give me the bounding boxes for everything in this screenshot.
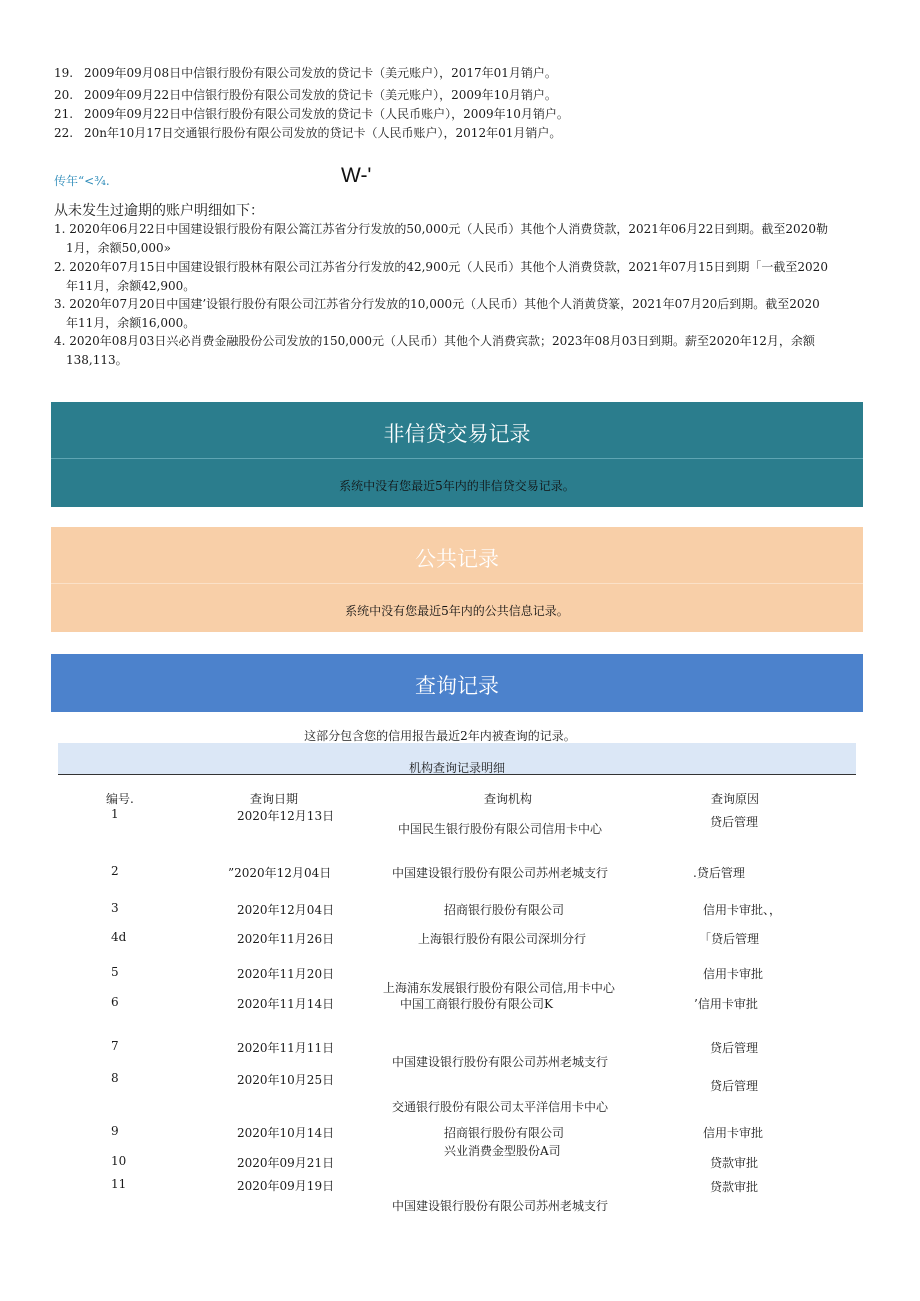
card-line-number: 22. bbox=[54, 126, 74, 140]
inquiry-subheader: 机构查询记录明细 bbox=[408, 761, 505, 775]
noncredit-section bbox=[51, 402, 863, 507]
row-number: 8 bbox=[111, 1071, 119, 1085]
row-number: 7 bbox=[111, 1039, 119, 1053]
row-institution: 上海浦东发展银行股份有限公司信,用卡中心 bbox=[383, 981, 615, 995]
overdue-item-line: 年11月，余额42,900。 bbox=[66, 279, 196, 293]
public-section bbox=[51, 527, 863, 632]
row-date: 2020年12月04日 bbox=[237, 903, 335, 917]
overdue-item-1 bbox=[54, 220, 854, 258]
overdue-item-line: 3. 2020年07月20日中国建’设银行股份有限公司江苏省分行发放的10,000元（人民币）其他个人消黄贷篆，2021年07月20后到期。截至2020 bbox=[54, 297, 820, 311]
row-reason: 贷后管理 bbox=[710, 815, 759, 829]
row-reason: ’信用卡审批 bbox=[694, 997, 758, 1011]
overdue-item-3 bbox=[54, 295, 854, 333]
row-number: 5 bbox=[111, 965, 119, 979]
overdue-item-line: 年11月，余额16,000。 bbox=[66, 316, 196, 330]
row-number: 1 bbox=[111, 807, 119, 821]
row-date: 2020年09月19日 bbox=[237, 1179, 335, 1193]
card-line-19 bbox=[54, 64, 557, 81]
row-reason: 贷款审批 bbox=[710, 1180, 759, 1194]
overdue-item-4 bbox=[54, 332, 854, 370]
column-header-reason: 查询原因 bbox=[711, 792, 760, 806]
noise-text-mid: W-' bbox=[341, 164, 372, 187]
row-number: 10 bbox=[111, 1154, 127, 1168]
overdue-item-line: 4. 2020年08月03日兴必肖费金融股份公司发放的150,000元（人民币）其他个人消费宾款；2023年08月03日到期。薪至2020年12月，余额 bbox=[54, 334, 815, 348]
row-date: ”2020年12月04日 bbox=[228, 866, 332, 880]
noncredit-body: 系统中没有您最近5年内的非信贷交易记录。 bbox=[339, 479, 575, 493]
row-date: 2020年12月13日 bbox=[237, 809, 335, 823]
section-divider bbox=[51, 583, 863, 584]
public-title: 公共记录 bbox=[415, 547, 499, 571]
row-date: 2020年10月14日 bbox=[237, 1126, 335, 1140]
row-date: 2020年10月25日 bbox=[237, 1073, 335, 1087]
overdue-item-2 bbox=[54, 258, 854, 296]
row-institution: 中国工商银行股份有限公司K bbox=[400, 997, 553, 1011]
section-divider bbox=[51, 458, 863, 459]
inquiry-title: 查询记录 bbox=[415, 674, 499, 698]
row-institution: 交通银行股份有限公司太平洋信用卡中心 bbox=[392, 1100, 609, 1114]
row-number: 9 bbox=[111, 1124, 119, 1138]
column-header-institution: 查询机构 bbox=[484, 792, 533, 806]
row-date: 2020年11月14日 bbox=[237, 997, 335, 1011]
row-reason: 贷后管理 bbox=[710, 1041, 759, 1055]
row-institution: 中国建设银行股份有限公司苏州老城支行 bbox=[392, 1199, 609, 1213]
row-date: 2020年11月26日 bbox=[237, 932, 335, 946]
row-reason: 贷后管理 bbox=[710, 1079, 759, 1093]
row-date: 2020年09月21日 bbox=[237, 1156, 335, 1170]
noncredit-title: 非信贷交易记录 bbox=[383, 422, 531, 446]
card-line-21 bbox=[54, 105, 569, 122]
row-reason: 信用卡审批 bbox=[703, 967, 764, 981]
row-institution: 招商银行股份有限公司 bbox=[444, 1126, 565, 1140]
card-line-text: 2009年09月22日中信银行股份有限公司发放的贷记卡（人民币账户），2009年10月销户。 bbox=[84, 107, 569, 121]
card-line-22 bbox=[54, 124, 561, 141]
row-number: 6 bbox=[111, 995, 119, 1009]
row-number: 4d bbox=[111, 930, 127, 944]
row-number: 3 bbox=[111, 901, 119, 915]
row-reason: 「贷后管理 bbox=[699, 932, 760, 946]
overdue-item-line: 1. 2020年06月22日中国建设银行股份有限公篙江苏省分行发放的50,000元（人民币）其他个人消费贷款，2021年06月22日到期。截至2020勒 bbox=[54, 222, 828, 236]
row-number: 2 bbox=[111, 864, 119, 878]
row-institution: 中国建设银行股份有限公司苏州老城支行 bbox=[392, 1055, 609, 1069]
column-header-date: 查询日期 bbox=[250, 792, 299, 806]
overdue-heading: 从未发生过逾期的账户明细如下： bbox=[54, 203, 264, 219]
row-institution: 招商银行股份有限公司 bbox=[444, 903, 565, 917]
overdue-item-line: 1月，余额50,000» bbox=[66, 241, 171, 255]
row-reason: 贷款审批 bbox=[710, 1156, 759, 1170]
row-number: 11 bbox=[111, 1177, 127, 1191]
noise-text-left: 传年“<¾. bbox=[54, 174, 110, 188]
inquiry-subheader-bar bbox=[58, 743, 856, 775]
row-institution: 中国民生银行股份有限公司信用卡中心 bbox=[398, 822, 603, 836]
card-line-text: 2009年09月08日中信银行股份有限公司发放的贷记卡（美元账户），2017年01月销户。 bbox=[84, 66, 557, 80]
overdue-item-line: 138,113。 bbox=[66, 353, 128, 367]
row-institution: 中国建设银行股份有限公司苏州老城支行 bbox=[392, 866, 609, 880]
row-reason: .贷后管理 bbox=[693, 866, 745, 880]
row-institution: 上海银行股份有限公司深圳分行 bbox=[418, 932, 587, 946]
column-header-number: 编号. bbox=[106, 792, 134, 806]
row-reason: 信用卡审批、， bbox=[703, 903, 782, 917]
card-line-number: 20. bbox=[54, 88, 74, 102]
card-line-number: 21. bbox=[54, 107, 74, 121]
card-line-number: 19. bbox=[54, 66, 74, 80]
row-reason: 信用卡审批 bbox=[703, 1126, 764, 1140]
row-institution: 兴业消费金型股份A司 bbox=[444, 1144, 561, 1158]
row-date: 2020年11月11日 bbox=[237, 1041, 335, 1055]
card-line-20 bbox=[54, 86, 557, 103]
public-body: 系统中没有您最近5年内的公共信息记录。 bbox=[345, 604, 569, 618]
card-line-text: 2009年09月22日中信银行股份有限公司发放的贷记卡（美元账户），2009年10月销户。 bbox=[84, 88, 557, 102]
overdue-item-line: 2. 2020年07月15日中国建设银行股林有限公司江苏省分行发放的42,900元（人民币）其他个人消费贷款，2021年07月15日到期「一截至2020 bbox=[54, 260, 828, 274]
card-line-text: 20n年10月17日交通银行股份有限公司发放的贷记卡（人民币账户），2012年01月销户。 bbox=[84, 126, 562, 140]
inquiry-section-header bbox=[51, 654, 863, 712]
inquiry-intro: 这部分包含您的信用报告最近2年内被查询的记录。 bbox=[304, 729, 576, 743]
row-date: 2020年11月20日 bbox=[237, 967, 335, 981]
